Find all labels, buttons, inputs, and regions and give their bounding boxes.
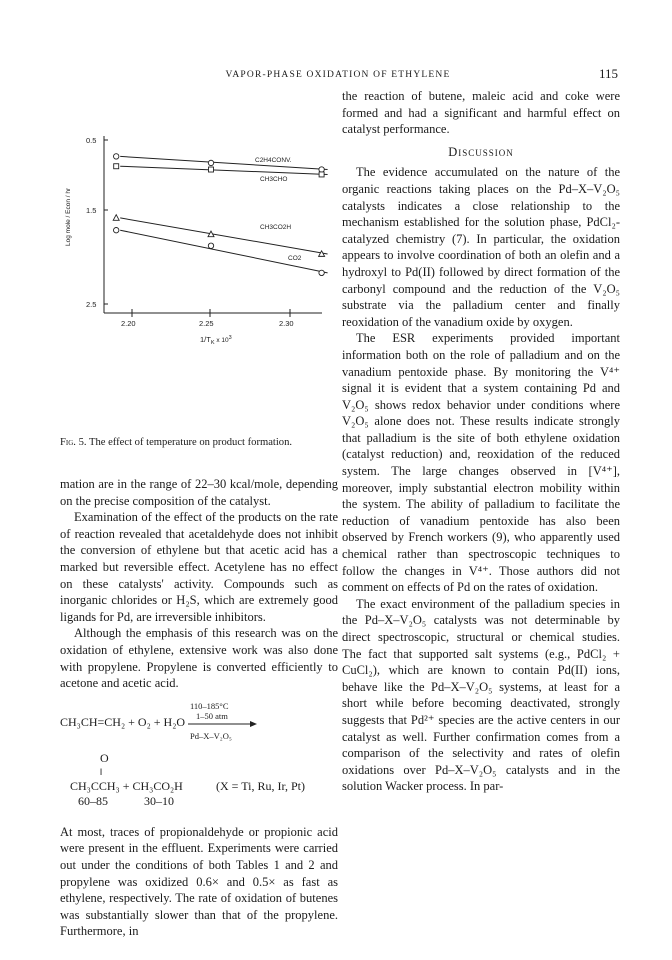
- figure-caption-text: The effect of temperature on product formation.: [86, 437, 293, 448]
- paragraph: mation are in the range of 22–30 kcal/mole, depending on the precise composition of the catalyst.: [60, 477, 338, 508]
- y-tick-label: 0.5: [86, 136, 97, 145]
- eq-products: CH₃CCH₃ + CH₃CO₂H: [70, 778, 183, 793]
- propylene-equation: [60, 692, 338, 824]
- series-line-ch3co2h: [120, 218, 327, 254]
- series-label-ch3co2h: CH3CO2H: [260, 224, 292, 231]
- paragraph: The exact environment of the palladium species in the Pd–X–V₂O₅ catalysts was not determinable by direct spectroscopic, structural or chemical studies. The fact that supported salt systems (e.g., PdCl₂ + CuCl₂), which are known to contain Pd(II) ions, behave like the Pd–X–V₂O₅ systems, at least for a short while before becoming deactivated, strongly suggests that Pd²⁺ species are the active centers in our catalyst as well. Further confirmation comes from a comparison of the selectivity and rates of olefin oxidations over Pd–X–V₂O₅ catalysts and in the solution Wacker process. In par-: [342, 596, 620, 794]
- data-point-c2h4-conv: [114, 154, 119, 159]
- section-heading-discussion: Discussion: [448, 144, 514, 159]
- data-point-ch3co2h: [113, 215, 119, 221]
- paragraph: The ESR experiments provided important information both on the role of palladium and on the vanadium pentoxide phase. By monitoring the V⁴⁺ signal it is evident that a system containing Pd and V₂O₅ shows redox behavior under conditions where V₂O₅ alone does not. These results indicate strongly that palladium is the site of both ethylene oxidation (catalyst reduction) and, reoxidation of the reduced system. The large changes observed in [V⁴⁺], moreover, imply substantial electron mobility within the system. The ability of palladium to facilitate the reduction of vanadium pentoxide has also been observed by French workers (9), who apparently used chemical rather than spectroscopic techniques to follow the changes in V⁴⁺. Those authors did not comment on effects of Pd on the rates of oxidation.: [342, 331, 620, 595]
- left-column: [60, 476, 338, 940]
- figure-5: [60, 128, 330, 433]
- y-tick-label: 1.5: [86, 206, 97, 215]
- paragraph: The evidence accumulated on the nature of the organic reactions taking places on the Pd–X–V₂O₅ catalysts indicates a close relationship to the mechanism established for the solution phase, PdCl₂-catalyzed chemistry (7). In particular, the oxidation appears to involve coordination of both an olefin and a hydroxyl to Pd(II) followed by direct formation of the carbonyl compound and the reduction of the V₂O₅ substrate via the palladium center and finally reoxidation of the vanadium oxide by oxygen.: [342, 165, 620, 329]
- eq-x-list: (X = Ti, Ru, Ir, Pt): [216, 778, 305, 793]
- right-column: [342, 88, 620, 795]
- data-point-c2h4-conv: [319, 167, 324, 172]
- figure-caption-label: Fig. 5.: [60, 437, 87, 448]
- eq-condition-temp: 110–185°C: [190, 700, 229, 711]
- x-axis-label: $1/T_K$ x $10^3$: [200, 335, 232, 346]
- x-tick-label: 2.25: [199, 319, 214, 328]
- eq-reactants: CH₃CH=CH₂ + O₂ + H₂O: [60, 714, 186, 729]
- x-tick-label: 2.20: [121, 319, 136, 328]
- paragraph: At most, traces of propionaldehyde or propionic acid were present in the effluent. Experiments were carried out under the conditions of both Tables 1 and 2 and propylene was oxidized 0.6× and 0.5× as fast as ethylene, respectively. The rate of oxidation of butenes was substantially slower than that of the propylene. Furthermore, in: [60, 824, 338, 939]
- data-point-ch3cho: [209, 167, 214, 172]
- paragraph: Although the emphasis of this research was on the oxidation of ethylene, extensive work was also done with propylene. Propylene is converted efficiently to acetone and acetic acid.: [60, 626, 338, 691]
- data-point-co2: [114, 228, 119, 233]
- running-head: VAPOR-PHASE OXIDATION OF ETHYLENE: [225, 70, 451, 80]
- eq-catalyst: Pd–X–V₂O₅: [190, 730, 232, 741]
- series-line-co2: [120, 230, 327, 273]
- data-point-co2: [208, 243, 213, 248]
- eq-yield-acetic: 30–10: [144, 793, 174, 808]
- data-point-co2: [319, 270, 324, 275]
- eq-condition-pressure: 1–50 atm: [196, 710, 228, 721]
- eq-carbonyl-o: O: [100, 750, 109, 765]
- eq-carbonyl-bond: ‖: [100, 766, 103, 777]
- series-label-ch3cho: CH3CHO: [260, 176, 288, 183]
- series-label-c2h4-conv: C2H4CONV.: [255, 157, 292, 164]
- data-point-c2h4-conv: [208, 160, 213, 165]
- figure-caption: [60, 436, 338, 450]
- figure-5-plot: [60, 128, 330, 433]
- x-tick-label: 2.30: [279, 319, 294, 328]
- paragraph: the reaction of butene, maleic acid and coke were formed and had a significant and harmful effect on catalyst performance.: [342, 89, 620, 137]
- eq-yield-acetone: 60–85: [78, 793, 108, 808]
- y-axis-label: Log mole / Econ / hr: [65, 187, 72, 246]
- data-point-ch3cho: [114, 164, 119, 169]
- data-point-ch3cho: [319, 172, 324, 177]
- paragraph: Examination of the effect of the products on the rate of reaction revealed that acetaldehyde does not inhibit the conversion of ethylene but that acetic acid has a marked but reversible effect. Acetylene has no effect on these catalysts' activity. Compounds such as inorganic chlorides or H₂S, which are extremely good ligands for Pd, are irreversible inhibitors.: [60, 510, 338, 624]
- y-tick-label: 2.5: [86, 300, 97, 309]
- page-number: 115: [598, 66, 618, 81]
- series-label-co2: CO2: [288, 255, 302, 262]
